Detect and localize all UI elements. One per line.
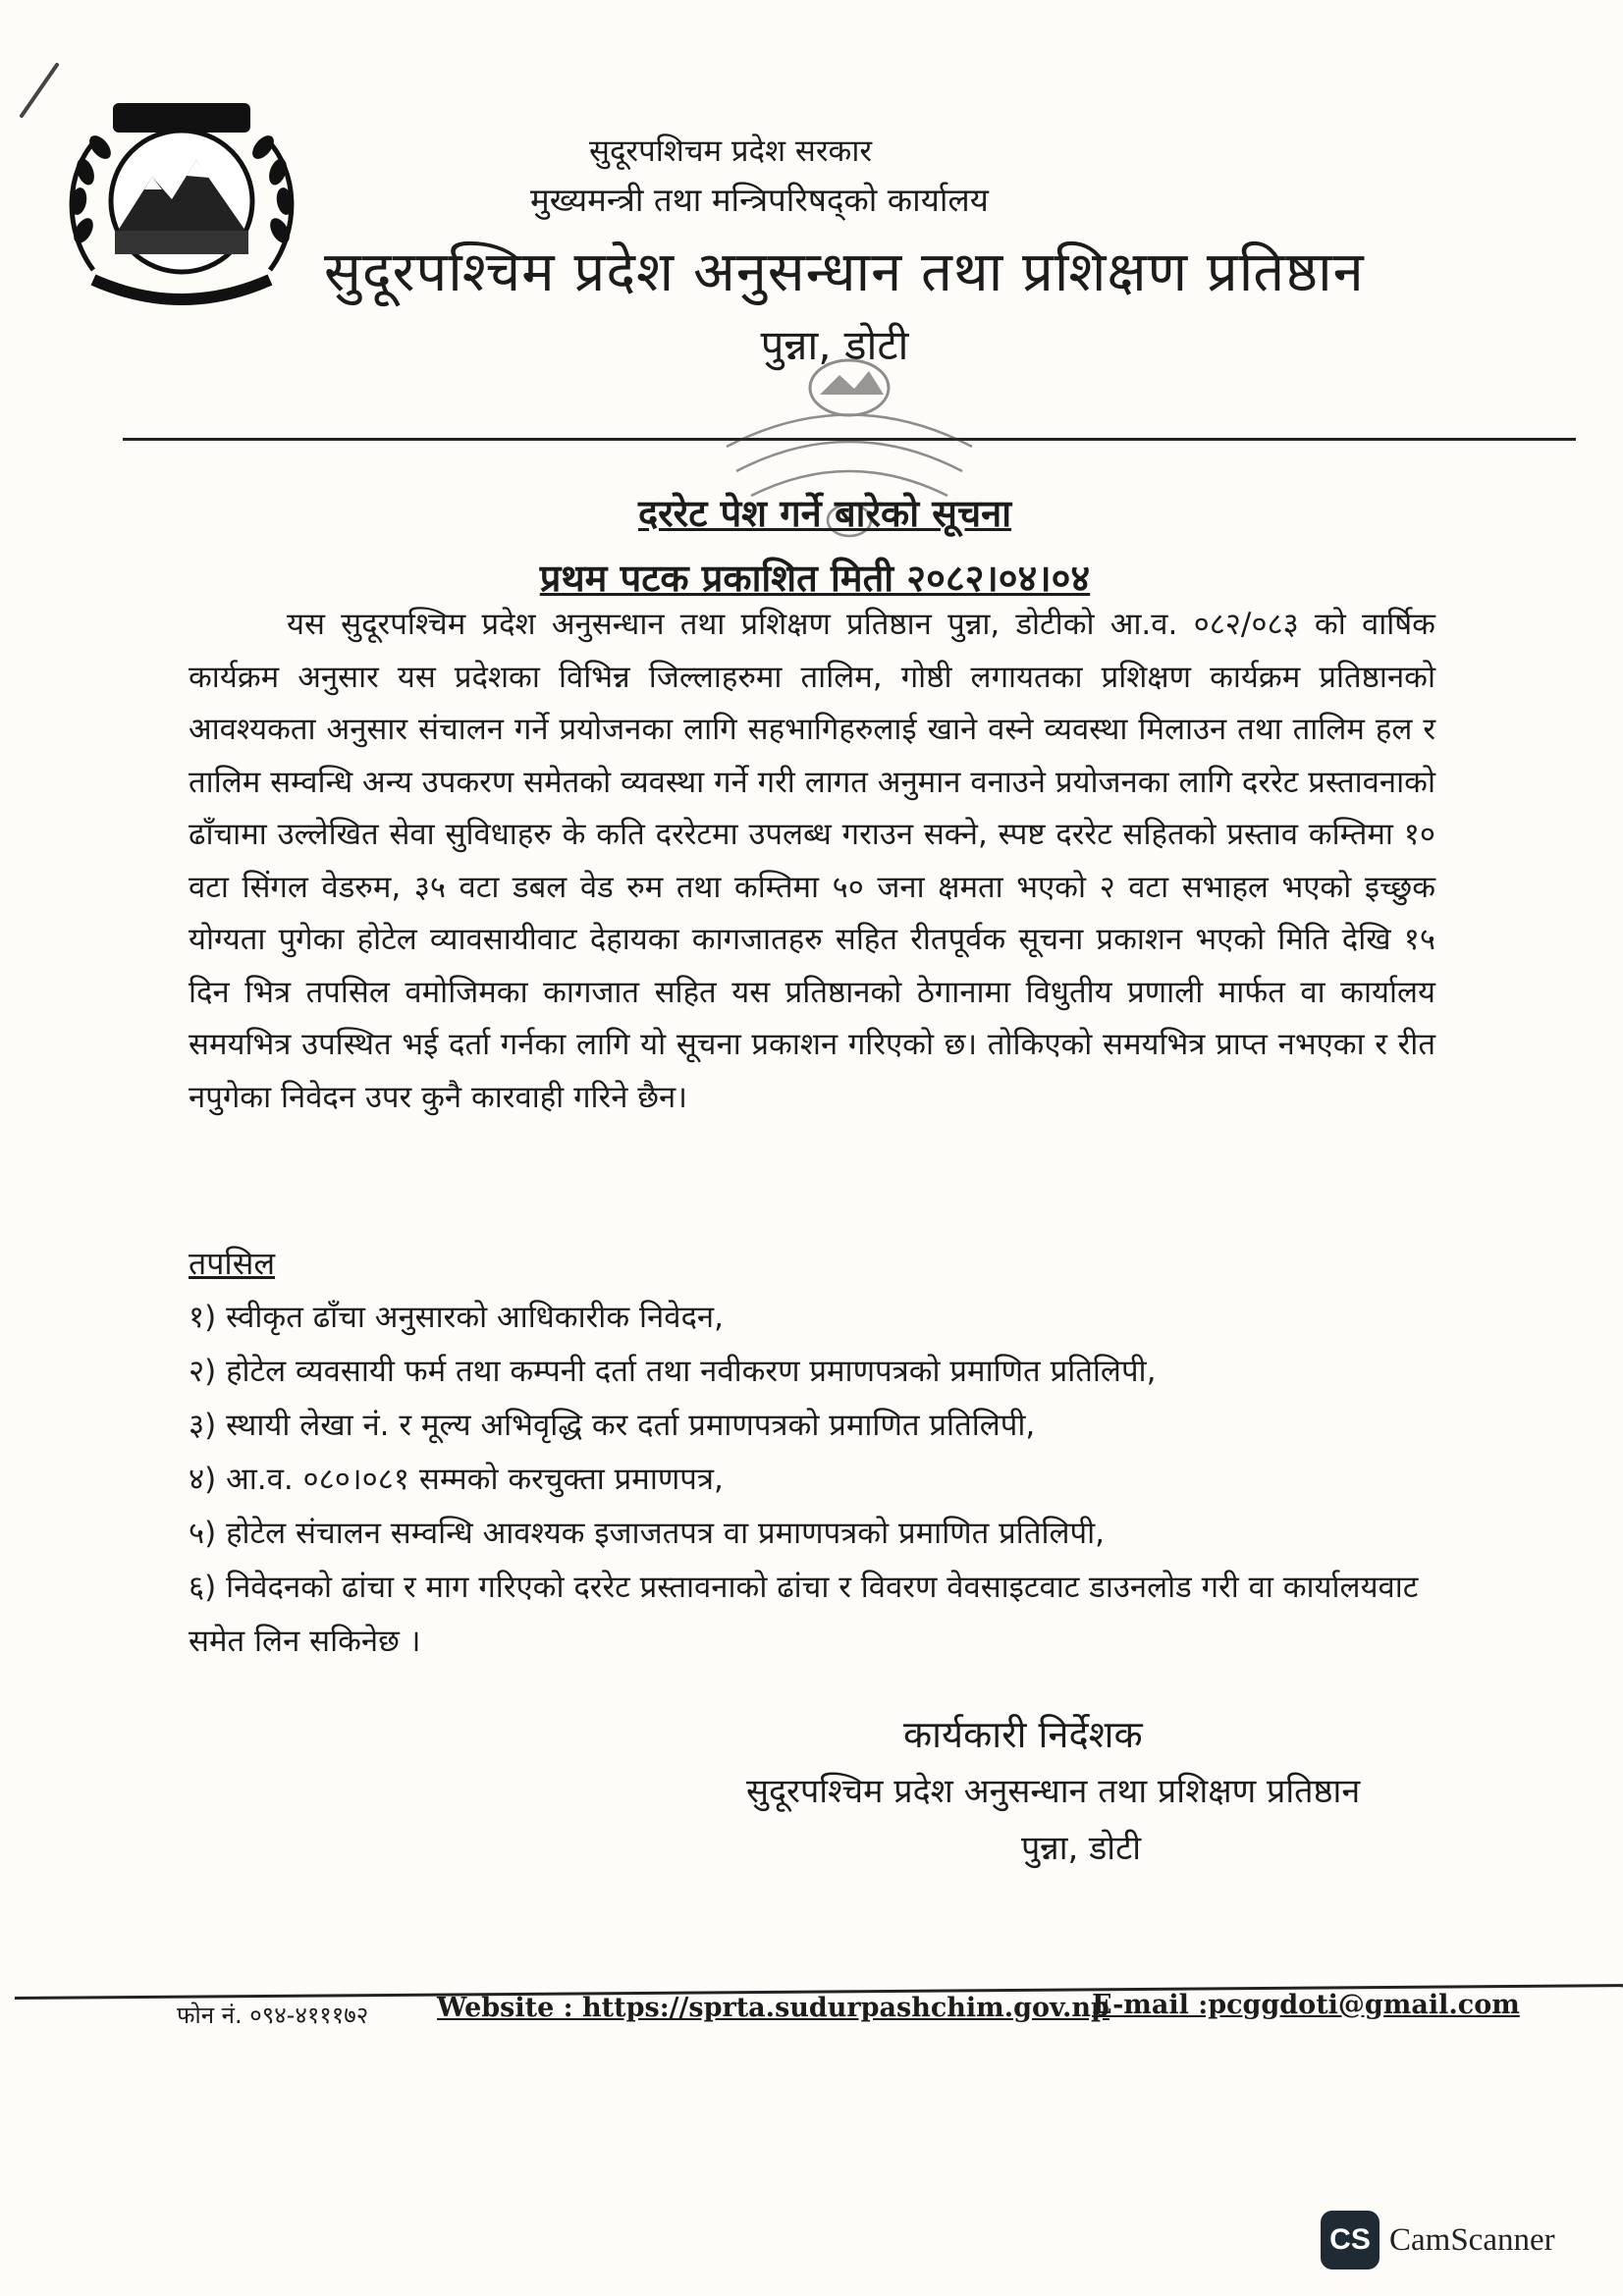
schedule-item: ३) स्थायी लेखा नं. र मूल्य अभिवृद्धि कर दर्ता प्रमाणपत्रको प्रमाणित प्रतिलिपी,	[189, 1408, 1036, 1443]
schedule-heading: तपसिल	[189, 1245, 276, 1282]
schedule-item: २) होटेल व्यवसायी फर्म तथा कम्पनी दर्ता तथा नवीकरण प्रमाणपत्रको प्रमाणित प्रतिलिपी,	[189, 1354, 1157, 1389]
signatory-organization: सुदूरपश्चिम प्रदेश अनुसन्धान तथा प्रशिक्षण प्रतिष्ठान	[746, 1772, 1361, 1811]
camscanner-watermark	[1321, 2209, 1555, 2271]
footer-email-link[interactable]: E-mail :pcggdoti@gmail.com	[1092, 1990, 1520, 2020]
institute-location: पुन्ना, डोटी	[760, 321, 909, 369]
province-emblem-icon	[54, 83, 309, 319]
institute-name: सुदूरपश्चिम प्रदेश अनुसन्धान तथा प्रशिक्षण प्रतिष्ठान	[324, 240, 1365, 304]
schedule-item: ५) होटेल संचालन सम्वन्धि आवश्यक इजाजतपत्र वा प्रमाणपत्रको प्रमाणित प्रतिलिपी,	[189, 1516, 1106, 1551]
notice-title: दररेट पेश गर्ने बारेको सूचना	[637, 492, 1012, 535]
schedule-item: ६) निवेदनको ढांचा र माग गरिएको दररेट प्रस्तावनाको ढांचा र विवरण वेवसाइटवाट डाउनलोड गरी वा कार्यालयवाट समेत लिन सकिनेछ ।	[189, 1570, 1419, 1659]
office-name: मुख्यमन्त्री तथा मन्त्रिपरिषद्‌को कार्यालय	[530, 181, 989, 219]
government-name: सुदूरपशिचम प्रदेश सरकार	[589, 133, 873, 169]
footer-phone: फोन नं. ०९४-४१११७२	[177, 2002, 369, 2029]
schedule-list	[189, 1291, 1455, 1669]
camscanner-logo-icon: CS	[1321, 2211, 1380, 2269]
schedule-item: १) स्वीकृत ढाँचा अनुसारको आधिकारीक निवेदन,	[189, 1300, 724, 1335]
signatory-title: कार्यकारी निर्देशक	[903, 1713, 1143, 1756]
notice-body: यस सुदूरपश्चिम प्रदेश अनुसन्धान तथा प्रशिक्षण प्रतिष्ठान पुन्ना, डोटीको आ.व. ०८२/०८३ को वार्षिक कार्यक्रम अनुसार यस प्रदेशका विभिन्न जिल्लाहरुमा तालिम, गोष्ठी लगायतका प्रशिक्षण कार्यक्रम प्रतिष्ठानको आवश्यकता अनुसार संचालन गर्ने प्रयोजनका लागि सहभागिहरुलाई खाने वस्ने व्यवस्था मिलाउन तथा तालिम हल र तालिम सम्वन्धि अन्य उपकरण समेतको व्यवस्था गर्ने गरी लागत अनुमान वनाउने प्रयोजनका लागि दररेट प्रस्तावनाको ढाँचामा उल्लेखित सेवा सुविधाहरु के कति दररेटमा उपलब्ध गराउन सक्ने, स्पष्ट दररेट सहितको प्रस्ताव कम्तिमा १० वटा सिंगल वेडरुम, ३५ वटा डबल वेड रुम तथा कम्तिमा ५० जना क्षमता भएको २ वटा सभाहल भएको इच्छुक योग्यता पुगेका होटेल व्यावसायीवाट देहायका कागजातहरु सहित रीतपूर्वक सूचना प्रकाशन भएको मिति देखि १५ दिन भित्र तपसिल वमोजिमका कागजात सहित यस प्रतिष्ठानको ठेगानामा विधुतीय प्रणाली मार्फत वा कार्यालय समयभित्र उपस्थित भई दर्ता गर्नका लागि यो सूचना प्रकाशन गरिएको छ। तोकिएको समयभित्र प्राप्त नभएका र रीत नपुगेका निवेदन उपर कुनै कारवाही गरिने छैन।	[189, 607, 1435, 1115]
published-date: प्रथम पटक प्रकाशित मिती २०८२।०४।०४	[539, 557, 1091, 600]
signatory-location: पुन्ना, डोटी	[1021, 1829, 1142, 1868]
footer-website-link[interactable]: Website : https://sprta.sudurpashchim.gov.np	[437, 1993, 1109, 2023]
camscanner-label: CamScanner	[1389, 2221, 1555, 2258]
schedule-item: ४) आ.व. ०८०।०८१ सम्मको करचुक्ता प्रमाणपत्र,	[189, 1462, 724, 1497]
